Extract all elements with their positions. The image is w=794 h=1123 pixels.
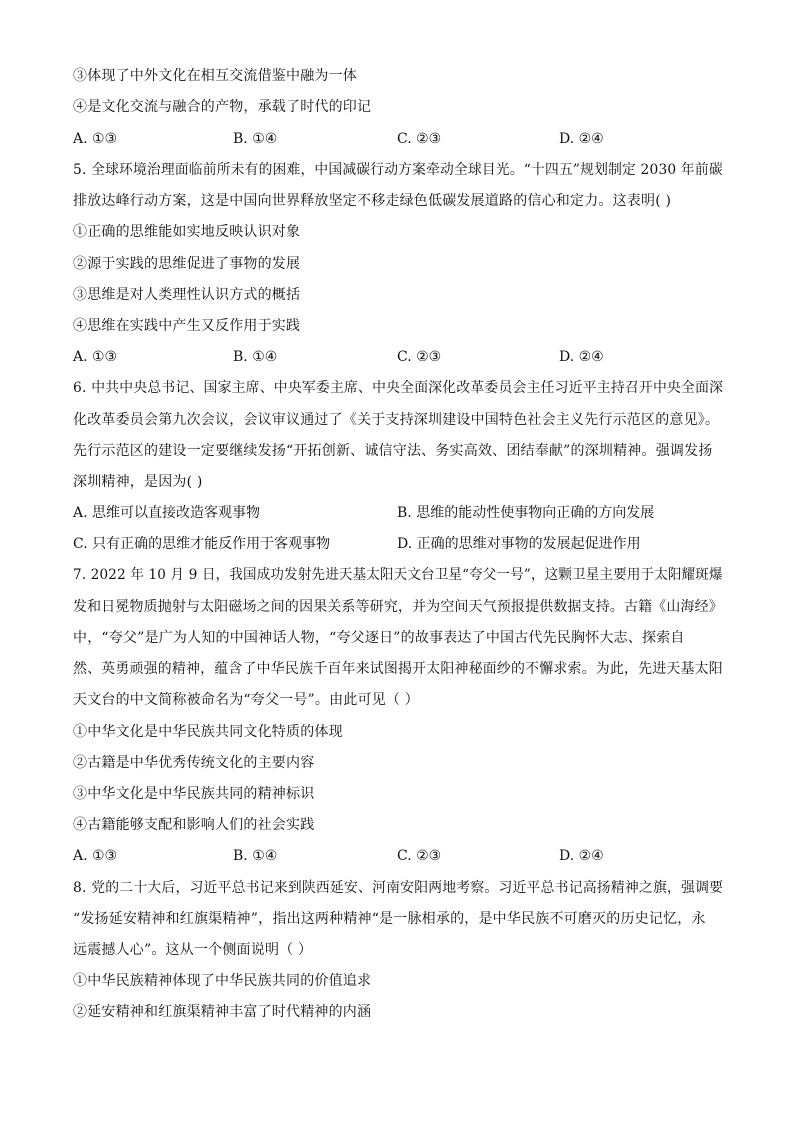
q7-options [73,846,723,866]
q7-option-d[interactable]: D. ②④ [559,848,604,864]
q6-stem-line-4: 深圳精神，是因为( ) [73,474,203,490]
q7-stem-line-3: 中，“夸父”是广为人知的中国神话人物，“夸父逐日”的故事表达了中国古代先民胸怀大志、探索自 [73,630,685,646]
q7-statement-3: ③中华文化是中华民族共同的精神标识 [73,786,315,802]
q7-statement-4: ④古籍能够支配和影响人们的社会实践 [73,817,315,833]
q5-statement-1: ①正确的思维能如实地反映认识对象 [73,224,301,240]
q6-option-d[interactable]: D. 正确的思维对事物的发展起促进作用 [397,536,641,552]
q6-options-row-1 [73,503,723,523]
q7-stem-line-4: 然、英勇顽强的精神，蕴含了中华民族千百年来试图揭开太阳神秘面纱的不懈求索。为此，先进天基太阳 [73,661,723,677]
q7-option-c[interactable]: C. ②③ [397,848,442,864]
q5-option-b[interactable]: B. ①④ [233,349,278,365]
q8-stem-line-3: 远震撼人心”。这从一个侧面说明（ ） [73,942,313,958]
q8-statement-2: ②延安精神和红旗渠精神丰富了时代精神的内涵 [73,1004,372,1020]
q7-statement-2: ②古籍是中华优秀传统文化的主要内容 [73,755,315,771]
q4-option-a[interactable]: A. ①③ [73,131,118,147]
q5-option-c[interactable]: C. ②③ [397,349,442,365]
q4-statement-3: ③体现了中外文化在相互交流借鉴中融为一体 [73,68,357,84]
q5-stem-line-2: 排放达峰行动方案，这是中国向世界释放坚定不移走绿色低碳发展道路的信心和定力。这表明( ) [73,193,672,209]
q8-stem-line-2: “发扬延安精神和红旗渠精神”，指出这两种精神“是一脉相承的，是中华民族不可磨灭的历史记忆，永 [73,911,706,927]
q6-option-c[interactable]: C. 只有正确的思维才能反作用于客观事物 [73,536,331,552]
q7-stem-line-1: 7. 2022 年 10 月 9 日，我国成功发射先进天基太阳天文台卫星“夸父一号”，这颗卫星主要用于太阳耀斑爆 [73,567,723,583]
q4-options [73,129,723,149]
q6-stem-line-1: 6. 中共中央总书记、国家主席、中央军委主席、中央全面深化改革委员会主任习近平主持召开中央全面深 [73,380,724,396]
q5-options [73,347,723,367]
q7-statement-1: ①中华文化是中华民族共同文化特质的体现 [73,724,343,740]
q5-statement-4: ④思维在实践中产生又反作用于实践 [73,318,301,334]
q6-option-a[interactable]: A. 思维可以直接改造客观事物 [73,505,261,521]
q8-statement-1: ①中华民族精神体现了中华民族共同的价值追求 [73,973,372,989]
q7-option-a[interactable]: A. ①③ [73,848,118,864]
q6-stem-line-3: 先行示范区的建设一定要继续发扬“开拓创新、诚信守法、务实高效、团结奉献”的深圳精神。强调发扬 [73,443,713,459]
q7-option-b[interactable]: B. ①④ [233,848,278,864]
q5-option-d[interactable]: D. ②④ [559,349,604,365]
q5-option-a[interactable]: A. ①③ [73,349,118,365]
q6-options-row-2 [73,534,723,554]
q5-stem-line-1: 5. 全球环境治理面临前所未有的困难，中国减碳行动方案牵动全球目光。“十四五”规划制定 2030 年前碳 [73,162,723,178]
q4-option-c[interactable]: C. ②③ [397,131,442,147]
q8-stem-line-1: 8. 党的二十大后，习近平总书记来到陕西延安、河南安阳两地考察。习近平总书记高扬精神之旗，强调要 [73,880,724,896]
q5-statement-3: ③思维是对人类理性认识方式的概括 [73,287,301,303]
q4-option-d[interactable]: D. ②④ [559,131,604,147]
q6-stem-line-2: 化改革委员会第九次会议，会议审议通过了《关于支持深圳建设中国特色社会主义先行示范区的意见》。 [73,412,720,428]
q7-stem-line-5: 天文台的中文简称被命名为“夸父一号”。由此可见（ ） [73,692,419,708]
q4-option-b[interactable]: B. ①④ [233,131,278,147]
q7-stem-line-2: 发和日冕物质抛射与太阳磁场之间的因果关系等研究，并为空间天气预报提供数据支持。古籍《山海经》 [73,599,723,615]
q5-statement-2: ②源于实践的思维促进了事物的发展 [73,256,301,272]
q6-option-b[interactable]: B. 思维的能动性使事物向正确的方向发展 [397,505,655,521]
q4-statement-4: ④是文化交流与融合的产物，承载了时代的印记 [73,99,372,115]
